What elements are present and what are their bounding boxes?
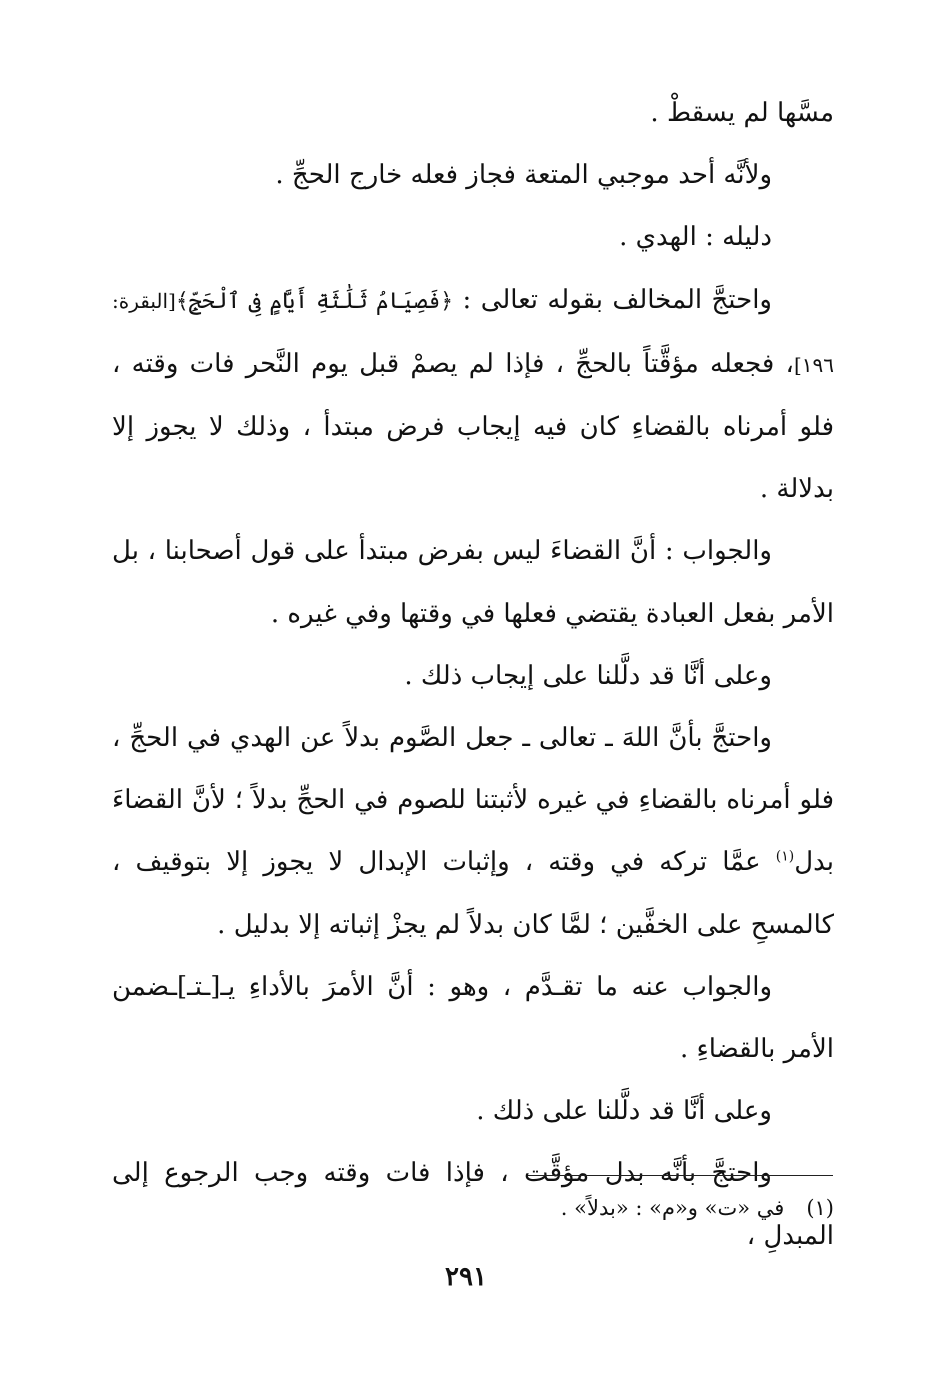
quran-verse: ﴿فَصِيَامُ ثَلَٰثَةِ أَيَّامٍ فِى ٱلْحَجِّ﴾ xyxy=(175,288,454,314)
paragraph-2-text: ولأنَّه أحد موجبي المتعة فجاز فعله خارج الحجِّ . xyxy=(275,160,772,191)
paragraph-6 xyxy=(112,645,834,707)
footnote-divider xyxy=(528,1175,833,1176)
paragraph-5 xyxy=(112,520,834,644)
paragraph-7 xyxy=(112,707,834,956)
paragraph-4 xyxy=(112,269,834,521)
paragraph-3-text: دليله : الهدي . xyxy=(619,222,772,253)
paragraph-9-text: وعلى أنَّا قد دلَّلنا على ذلك . xyxy=(476,1096,772,1127)
paragraph-1 xyxy=(112,82,834,144)
paragraph-7-continuation: عمَّا تركه في وقته ، وإثبات الإبدال لا يجوز إلا بتوقيف ، كالمسحِ على الخفَّين ؛ لمَّا كان بدلاً لم يجزْ إثباته إلا بدليل . xyxy=(112,847,834,940)
paragraph-6-text: وعلى أنَّا قد دلَّلنا على إيجاب ذلك . xyxy=(404,660,772,691)
main-text xyxy=(112,82,834,1267)
paragraph-4-text: واحتجَّ المخالف بقوله تعالى : xyxy=(453,284,772,315)
footnote-number: (١) xyxy=(806,1196,834,1220)
paragraph-2 xyxy=(112,144,834,206)
paragraph-5-text: والجواب : أنَّ القضاءَ ليس بفرض مبتدأ على قول أصحابنا ، بل الأمر بفعل العبادة يقتضي فعلها في وقتها وفي غيره . xyxy=(112,536,834,629)
paragraph-10-text: واحتجَّ بأنَّه بدل مؤقَّت ، فإذا فات وقته وجب الرجوع إلى المبدلِ ، xyxy=(112,1158,834,1251)
page-number: ٢٩١ xyxy=(445,1262,487,1292)
paragraph-7-text: واحتجَّ بأنَّ اللهَ ـ تعالى ـ جعل الصَّوم بدلاً عن الهدي في الحجِّ ، فلو أمرناه بالقضاءِ في غيره لأثبتنا للصوم في الحجِّ بدلاً ؛ لأنَّ القضاءَ بدل xyxy=(112,723,834,878)
paragraph-4-continuation: ، فجعله مؤقَّتاً بالحجِّ ، فإذا لم يصمْ قبل يوم النَّحر فات وقته ، فلو أمرناه بالقضاءِ كان فيه إيجاب فرض مبتدأ ، وذلك لا يجوز إلا بدلالة . xyxy=(112,348,834,505)
paragraph-8 xyxy=(112,956,834,1080)
paragraph-1-text: مسَّها لم يسقطْ . xyxy=(650,98,834,128)
paragraph-3 xyxy=(112,206,834,268)
paragraph-8-text: والجواب عنه ما تقـدَّم ، وهو : أنَّ الأمرَ بالأداءِ يـ[ـتـ]ـضمن الأمر بالقضاءِ . xyxy=(112,971,834,1065)
paragraph-9 xyxy=(112,1080,834,1142)
footnote xyxy=(112,1192,834,1224)
footnote-reference[interactable]: (١) xyxy=(775,848,795,865)
verse-reference: [البقرة: ١٩٦] xyxy=(112,288,834,377)
footnote-text: في «ت» و«م» : «بدلاً» . xyxy=(560,1196,785,1220)
